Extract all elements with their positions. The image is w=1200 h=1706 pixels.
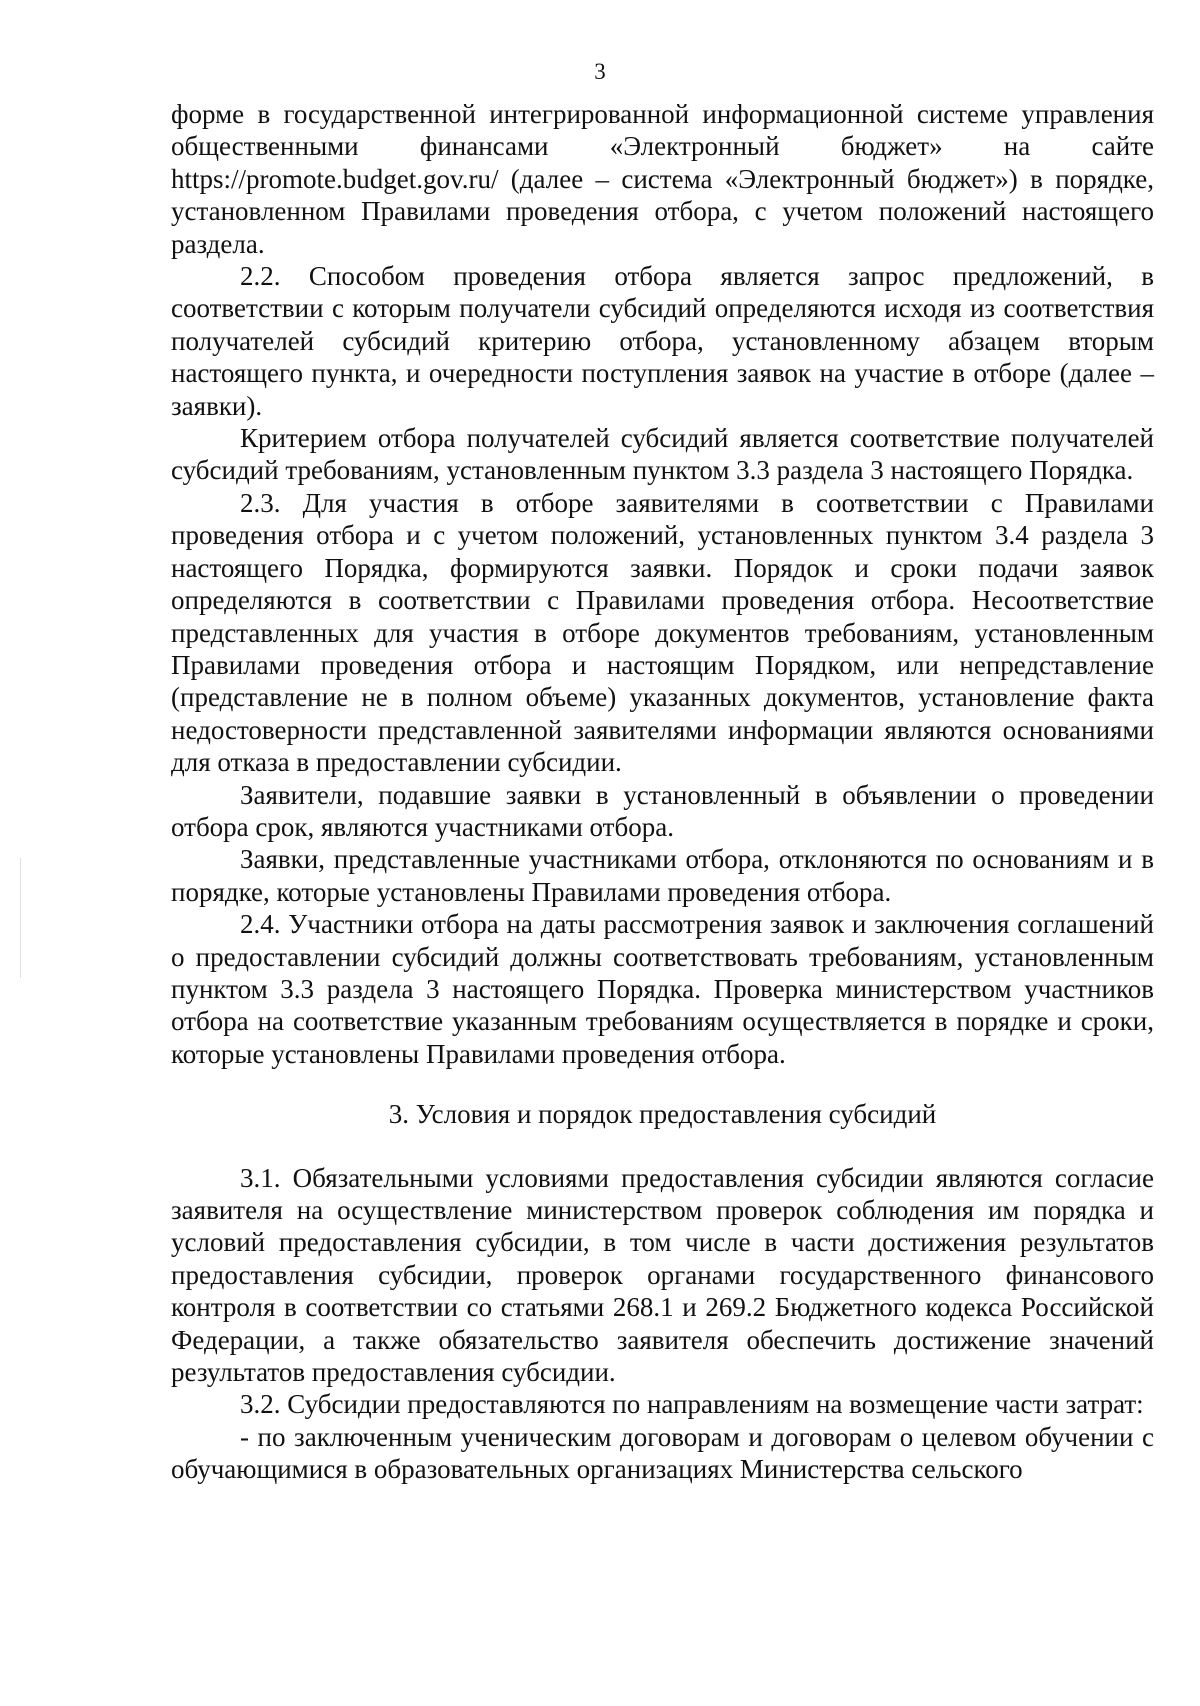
paragraph-selection-criterion: Критерием отбора получателей субсидий является соответствие получателей субсидий требованиям, установленным пунктом 3.3 раздела 3 настоящего Порядка. xyxy=(171,423,1154,486)
paragraph-rejection: Заявки, представленные участниками отбора, отклоняются по основаниям и в порядке, которые установлены Правилами проведения отбора. xyxy=(171,844,1154,907)
scan-margin-mark xyxy=(20,858,21,978)
paragraph-list-item: - по заключенным ученическим договорам и договорам о целевом обучении с обучающимися в образовательных организациях Министерства сельского xyxy=(171,1421,1154,1485)
paragraph-3-1: 3.1. Обязательными условиями предоставления субсидии являются согласие заявителя на осуществление министерством проверок соблюдения им порядка и условий предоставления субсидии, в том числе в части достижения результатов предоставления субсидии, проверок органами государственного финансового контроля в соответствии со статьями 268.1 и 269.2 Бюджетного кодекса Российской Федерации, а также обязательство заявителя обеспечить достижение значений результатов предоставления субсидии. xyxy=(171,1162,1154,1388)
paragraph-2-4: 2.4. Участники отбора на даты рассмотрения заявок и заключения соглашений о предоставлении субсидий должны соответствовать требованиям, установленным пунктом 3.3 раздела 3 настоящего Порядка. Проверка министерством участников отбора на соответствие указанным требованиям осуществляется в порядке и сроки, которые установлены Правилами проведения отбора. xyxy=(171,909,1154,1069)
page-number: 3 xyxy=(594,59,606,84)
paragraph-2-3: 2.3. Для участия в отборе заявителями в соответствии с Правилами проведения отбора и с учетом положений, установленных пунктом 3.4 раздела 3 настоящего Порядка, формируются заявки. Порядок и сроки подачи заявок определяются в соответствии с Правилами проведения отбора. Несоответствие представленных для участия в отборе документов требованиям, установленным Правилами проведения отбора и настоящим Порядком, или непредставление (представление не в полном объеме) указанных документов, установление факта недостоверности представленной заявителями информации являются основаниями для отказа в предоставлении субсидии. xyxy=(171,487,1154,778)
paragraph-applicants: Заявители, подавшие заявки в установленный в объявлении о проведении отбора срок, являются участниками отбора. xyxy=(171,779,1154,842)
paragraph-3-2: 3.2. Субсидии предоставляются по направлениям на возмещение части затрат: xyxy=(240,1389,1144,1420)
section-heading: 3. Условия и порядок предоставления субсидий xyxy=(388,1099,937,1130)
paragraph-2-2: 2.2. Способом проведения отбора является запрос предложений, в соответствии с которым получатели субсидий определяются исходя из соответствия получателей субсидий критерию отбора, установленному абзацем вторым настоящего пункта, и очередности поступления заявок на участие в отборе (далее – заявки). xyxy=(171,261,1154,421)
paragraph-continuation: форме в государственной интегрированной информационной системе управления общественными финансами «Электронный бюджет» на сайте https://promote.budget.gov.ru/ (далее – система «Электронный бюджет») в порядке, установленном Правилами проведения отбора, с учетом положений настоящего раздела. xyxy=(171,99,1154,259)
document-body xyxy=(171,98,1154,1486)
